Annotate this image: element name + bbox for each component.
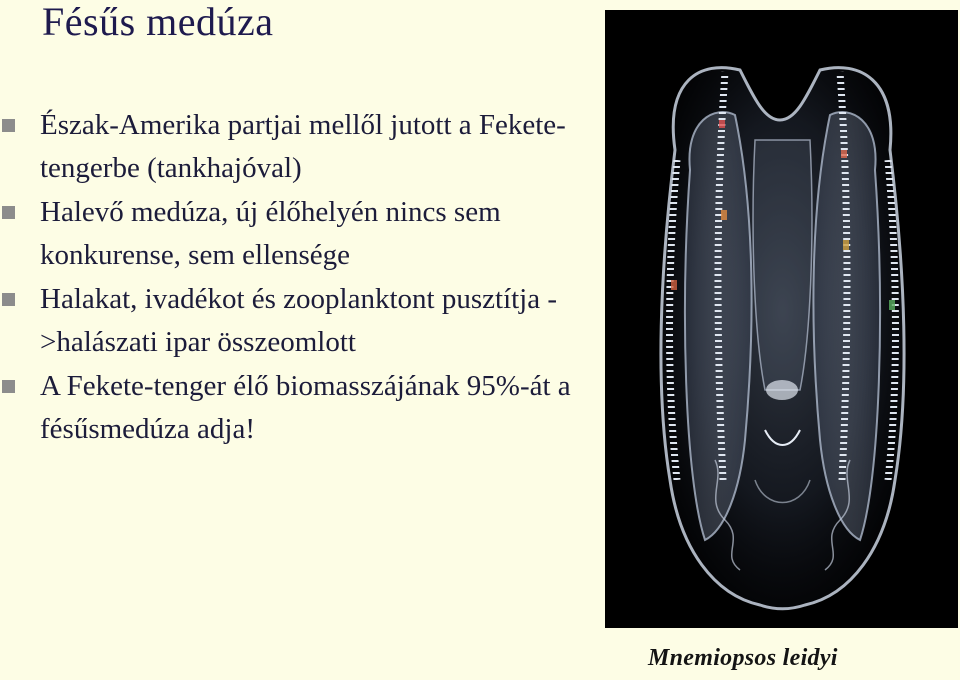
- square-bullet-icon: [2, 380, 15, 393]
- square-bullet-icon: [2, 293, 15, 306]
- bullet-text: Halakat, ivadékot és zooplanktont pusztítja ->halászati ipar összeomlott: [40, 283, 558, 358]
- square-bullet-icon: [2, 206, 15, 219]
- comb-jelly-photo: [605, 10, 958, 628]
- square-bullet-icon: [2, 119, 15, 132]
- bullet-text: A Fekete-tenger élő biomasszájának 95%-át a fésűsmedúza adja!: [40, 370, 571, 445]
- comb-jelly-illustration: [605, 10, 958, 628]
- bullet-text: Észak-Amerika partjai mellől jutott a Fekete-tengerbe (tankhajóval): [40, 109, 566, 184]
- bullet-list: [0, 104, 590, 452]
- bullet-item: [0, 191, 590, 277]
- figure-caption: Mnemiopsos leidyi: [648, 645, 838, 671]
- bullet-text: Halevő medúza, új élőhelyén nincs sem konkurense, sem ellensége: [40, 196, 501, 271]
- bullet-item: [0, 278, 590, 364]
- bullet-item: [0, 104, 590, 190]
- bullet-item: [0, 365, 590, 451]
- slide-title: Fésűs medúza: [42, 0, 274, 44]
